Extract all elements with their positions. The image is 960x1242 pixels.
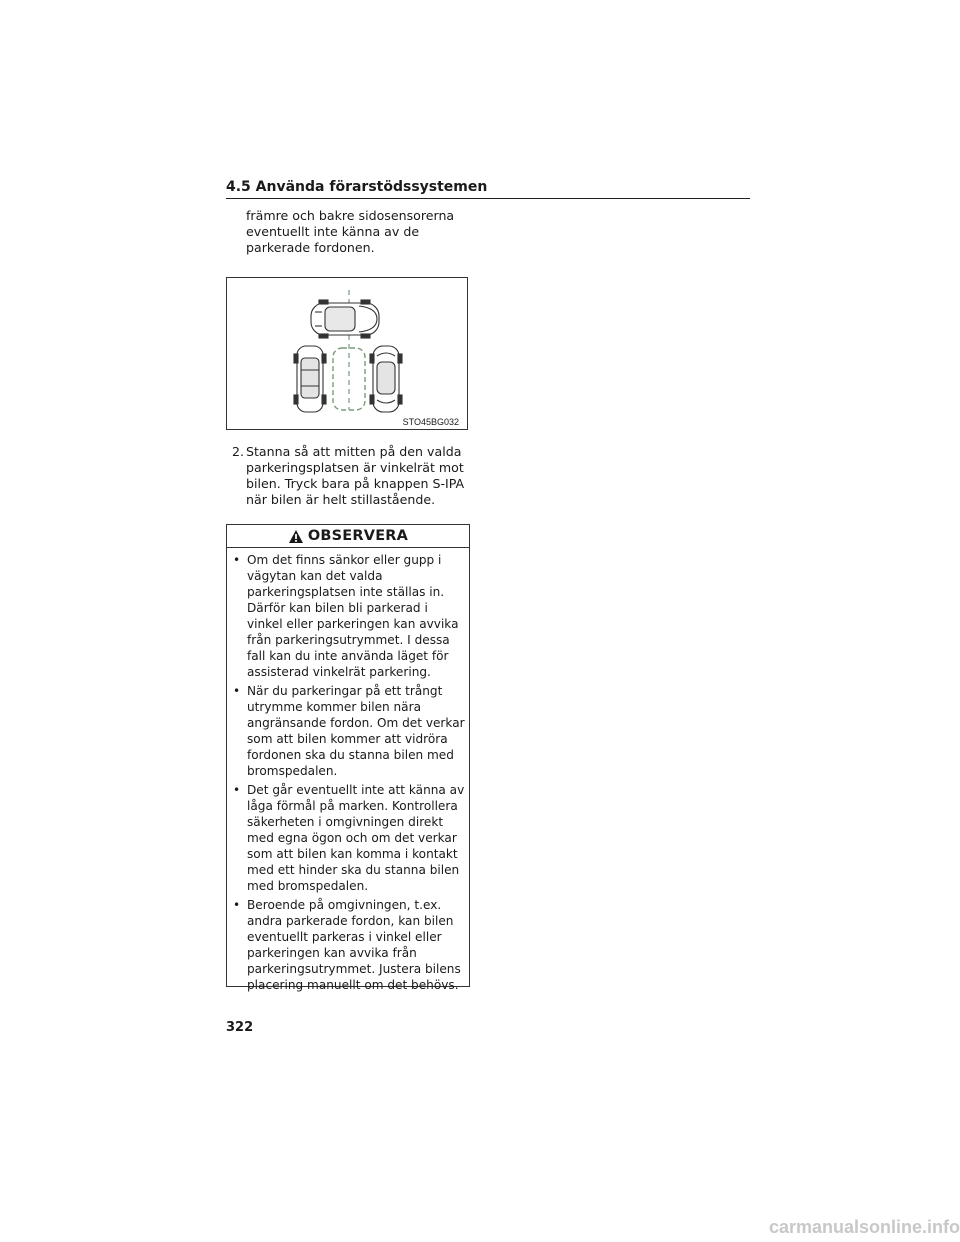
notice-box bbox=[226, 524, 470, 992]
step-number: 2. bbox=[232, 444, 245, 459]
step-text: Stanna så att mitten på den valda parkeringsplatsen är vinkelrät mot bilen. Tryck bara på knappen S-IPA när bilen är helt stillastående. bbox=[246, 444, 465, 507]
own-car bbox=[311, 300, 379, 338]
intro-paragraph: främre och bakre sidosensorerna eventuellt inte känna av de parkerade fordonen. bbox=[246, 208, 455, 255]
notice-item: • När du parkeringar på ett trångt utrymme kommer bilen nära angränsande fordon. Om det verkar som att bilen kommer att vidröra fordonen ska du stanna bilen med bromspedalen. bbox=[233, 683, 465, 779]
notice-item: • Om det finns sänkor eller gupp i vägytan kan det valda parkeringsplatsen inte ställas in. Därför kan bilen bli parkerad i vinkel eller parkeringen kan avvika från parkeringsutrymmet. I dessa fall kan du inte använda läget för assisterad vinkelrät parkering. bbox=[233, 552, 465, 680]
warning-icon bbox=[288, 529, 304, 544]
parked-car-right bbox=[370, 346, 402, 412]
figure-code: STO45BG032 bbox=[402, 417, 459, 427]
notice-header bbox=[227, 525, 469, 548]
notice-item: • Beroende på omgivningen, t.ex. andra parkerade fordon, kan bilen eventuellt parkeras i vinkel eller parkeringen kan avvika från parkeringsutrymmet. Justera bilens placering manuellt om det behövs. bbox=[233, 897, 465, 993]
section-header: 4.5 Använda förarstödssystemen bbox=[226, 178, 750, 199]
notice-list bbox=[227, 548, 469, 993]
parked-car-left bbox=[294, 346, 326, 412]
notice-title: OBSERVERA bbox=[307, 528, 409, 544]
notice-item: • Det går eventuellt inte att känna av låga förmål på marken. Kontrollera säkerheten i omgivningen direkt med egna ögon och om det verkar som att bilen kan komma i kontakt med ett hinder ska du stanna bilen med bromspedalen. bbox=[233, 782, 465, 894]
page-number: 322 bbox=[226, 1020, 254, 1035]
parking-illustration bbox=[226, 277, 468, 430]
parking-diagram bbox=[227, 278, 467, 429]
step-2 bbox=[232, 444, 472, 508]
watermark: carmanualsonline.info bbox=[768, 1217, 960, 1237]
